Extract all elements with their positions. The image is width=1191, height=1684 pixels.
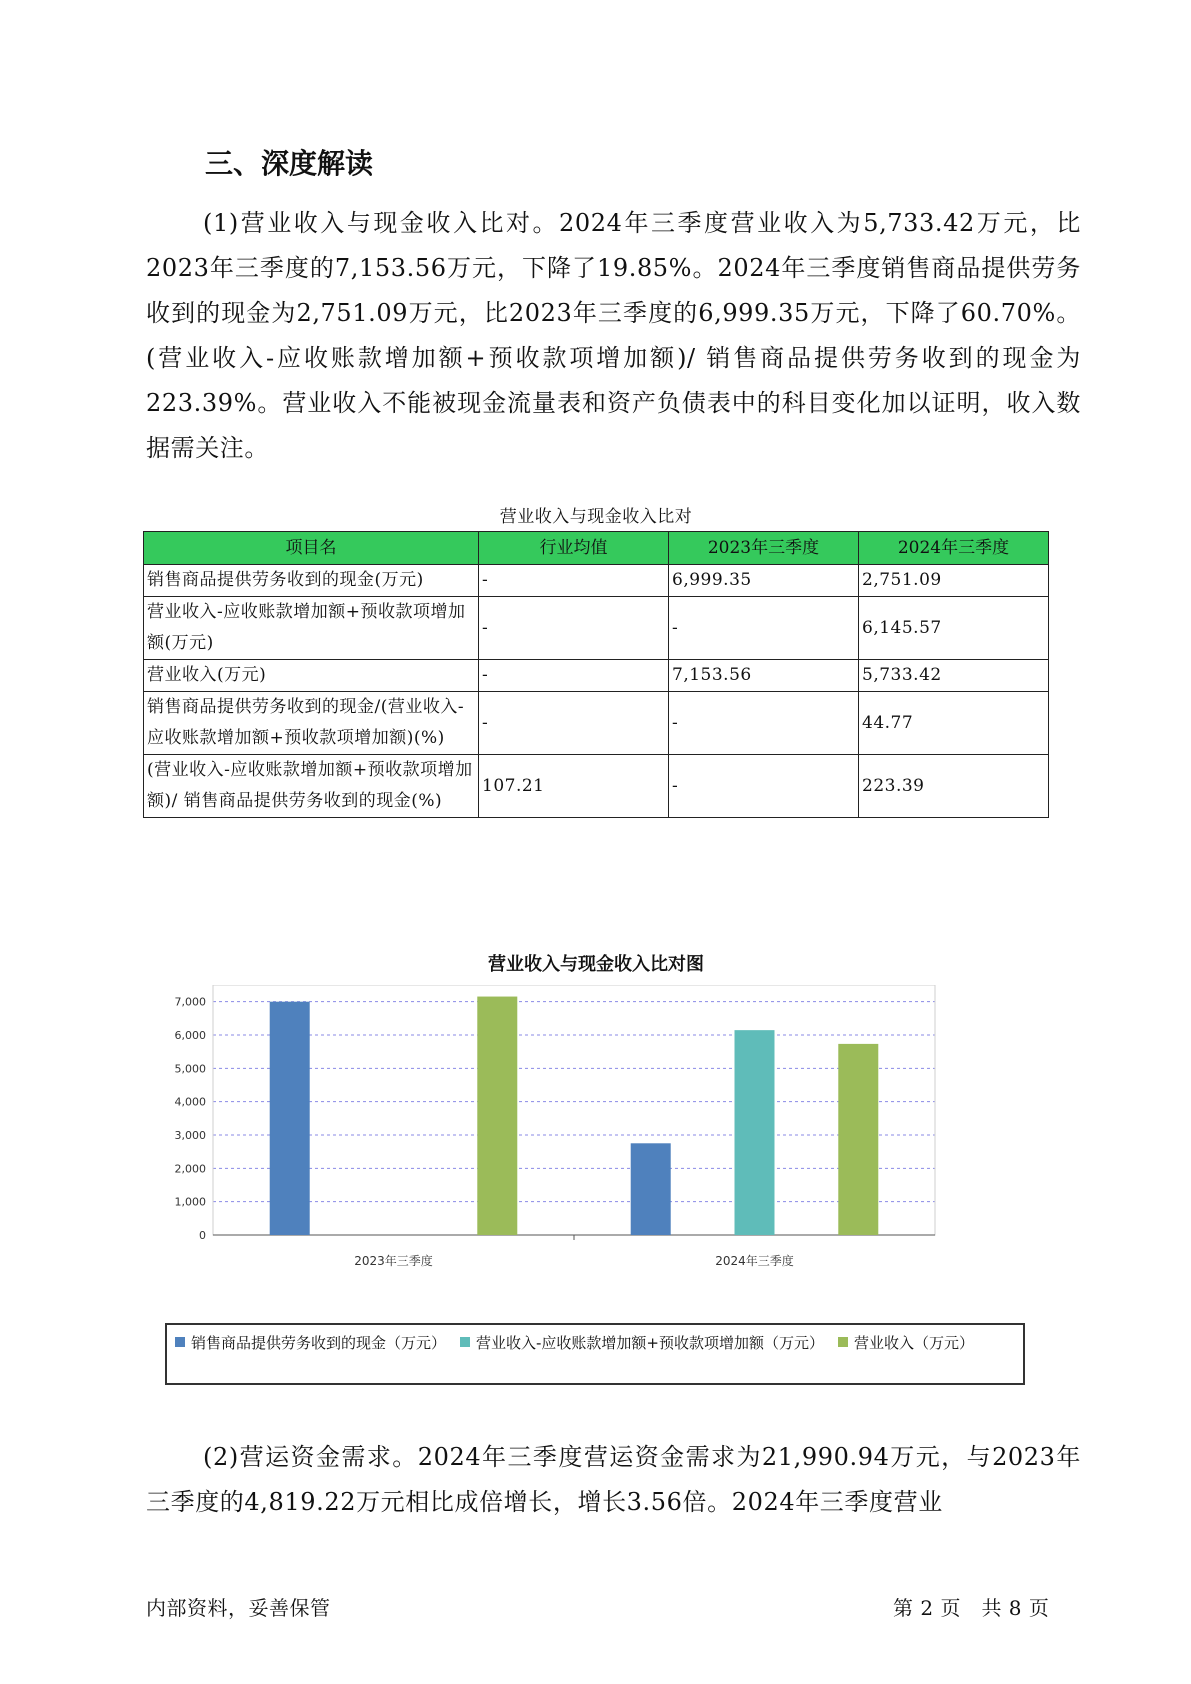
- section-heading: 三、深度解读: [205, 147, 374, 180]
- cell-2024q3: 5,733.42: [859, 660, 1049, 692]
- paragraph-revenue-cash-comparison: (1)营业收入与现金收入比对。2024年三季度营业收入为5,733.42万元，比2023年三季度的7,153.56万元，下降了19.85%。2024年三季度销售商品提供劳务收到的现金为2,751.09万元，比2023年三季度的6,999.35万元，下降了60.70%。(营业收入-应收账款增加额+预收款项增加额)/ 销售商品提供劳务收到的现金为223.39%。营业收入不能被现金流量表和资产负债表中的科目变化加以证明，收入数据需关注。: [146, 209, 1081, 462]
- cell-industry-avg: -: [479, 565, 669, 597]
- legend-item: [838, 1329, 974, 1355]
- bar-chart: [160, 985, 1020, 1305]
- row-label: (营业收入-应收账款增加额+预收款项增加额)/ 销售商品提供劳务收到的现金(%): [144, 755, 479, 818]
- y-tick-label: 6,000: [174, 1029, 206, 1042]
- cell-2023q3: -: [669, 755, 859, 818]
- row-label: 营业收入(万元): [144, 660, 479, 692]
- legend-swatch: [460, 1337, 470, 1347]
- cell-2023q3: 7,153.56: [669, 660, 859, 692]
- cell-2024q3: 2,751.09: [859, 565, 1049, 597]
- chart-bars: [270, 997, 879, 1235]
- y-tick-label: 5,000: [174, 1062, 206, 1076]
- header-2024q3: 2024年三季度: [859, 532, 1049, 565]
- y-tick-label: 4,000: [174, 1095, 206, 1109]
- paragraph-working-capital: (2)营运资金需求。2024年三季度营运资金需求为21,990.94万元，与2023年三季度的4,819.22万元相比成倍增长，增长3.56倍。2024年三季度营业: [146, 1443, 1081, 1516]
- header-2023q3: 2023年三季度: [669, 532, 859, 565]
- legend-label: 营业收入（万元）: [854, 1333, 975, 1352]
- chart-legend: [165, 1323, 1025, 1385]
- y-tick-label: 0: [199, 1229, 206, 1242]
- cell-industry-avg: -: [479, 692, 669, 755]
- cell-2024q3: 6,145.57: [859, 597, 1049, 660]
- chart-title: 营业收入与现金收入比对图: [488, 954, 704, 975]
- y-tick-label: 1,000: [174, 1195, 206, 1209]
- y-tick-label: 2,000: [174, 1162, 206, 1176]
- header-item-name: 项目名: [144, 532, 479, 565]
- cell-industry-avg: -: [479, 660, 669, 692]
- bar: [735, 1030, 775, 1235]
- cell-2024q3: 44.77: [859, 692, 1049, 755]
- legend-item: [175, 1329, 446, 1355]
- legend-label: 营业收入-应收账款增加额+预收款项增加额（万元）: [476, 1333, 824, 1352]
- bar: [838, 1044, 878, 1235]
- y-tick-label: 3,000: [174, 1129, 206, 1142]
- header-industry-avg: 行业均值: [479, 532, 669, 565]
- comparison-table: [143, 531, 1049, 818]
- table-row: [144, 755, 1049, 818]
- cell-2024q3: 223.39: [859, 755, 1049, 818]
- cell-2023q3: -: [669, 597, 859, 660]
- plot-area-frame: [213, 985, 935, 1235]
- legend-swatch: [175, 1337, 185, 1347]
- legend-item: [460, 1329, 824, 1355]
- row-label: 销售商品提供劳务收到的现金(万元): [144, 565, 479, 597]
- cell-2023q3: -: [669, 692, 859, 755]
- table-row: [144, 660, 1049, 692]
- y-tick-label: 7,000: [174, 995, 206, 1009]
- legend-swatch: [838, 1337, 848, 1347]
- chart-grid: [213, 1002, 935, 1202]
- table-row: [144, 597, 1049, 660]
- table-row: [144, 692, 1049, 755]
- cell-industry-avg: -: [479, 597, 669, 660]
- x-tick-label: 2023年三季度: [354, 1254, 433, 1268]
- table-header-row: [144, 532, 1049, 565]
- row-label: 销售商品提供劳务收到的现金/(营业收入-应收账款增加额+预收款项增加额)(%): [144, 692, 479, 755]
- cell-industry-avg: 107.21: [479, 755, 669, 818]
- bar: [631, 1143, 671, 1235]
- table-row: [144, 565, 1049, 597]
- bar: [477, 997, 517, 1235]
- cell-2023q3: 6,999.35: [669, 565, 859, 597]
- row-label: 营业收入-应收账款增加额+预收款项增加额(万元): [144, 597, 479, 660]
- footer-note: 内部资料，妥善保管: [146, 1596, 331, 1620]
- legend-label: 销售商品提供劳务收到的现金（万元）: [191, 1333, 447, 1352]
- x-tick-label: 2024年三季度: [715, 1254, 794, 1268]
- page-number: 第 2 页 共 8 页: [893, 1596, 1050, 1620]
- table-title: 营业收入与现金收入比对: [499, 507, 693, 527]
- bar: [270, 1002, 310, 1235]
